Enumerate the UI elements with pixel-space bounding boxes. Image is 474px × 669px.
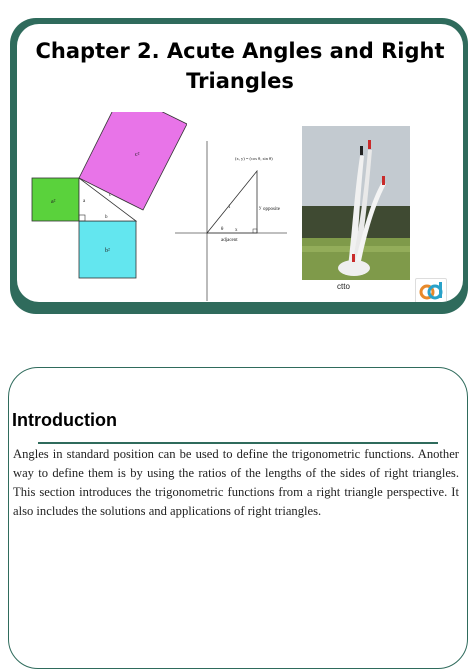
hypotenuse-label: 1 [228, 205, 231, 210]
side-a-label: a [83, 199, 86, 204]
angle-label: θ [221, 227, 224, 232]
point-label: (x, y) = (cos θ, sin θ) [235, 156, 273, 161]
heading-divider [38, 442, 438, 444]
photo-caption: ctto [337, 282, 350, 291]
opposite-label: opposite [263, 207, 280, 212]
section-body: Angles in standard position can be used to define the trigonometric functions. Another way to define them is by using the ratios of the lengths of the sides of right triangles. This section introduces the trigonometric functions from a right triangle perspective. It also includes the solutions and applications of right triangles. [13, 447, 459, 518]
y-label: y [259, 206, 262, 211]
logo-glyph [416, 279, 446, 302]
right-angle-marker [253, 229, 257, 233]
trig-triangle-figure [175, 141, 287, 301]
square-c-label: c² [135, 152, 140, 158]
side-c-label: c [109, 193, 112, 198]
x-label: x [235, 228, 238, 233]
rocket-launch-photo [302, 126, 410, 280]
slide-title: Chapter 2. Acute Angles and Right Triangles [35, 39, 445, 93]
right-triangle [207, 171, 257, 233]
pythagoras-figure [27, 112, 187, 292]
square-a-label: a² [51, 199, 56, 205]
side-b-label: b [105, 215, 108, 220]
square-b-label: b² [105, 248, 110, 254]
section-heading: Introduction [12, 410, 117, 430]
adjacent-label: adjacent [221, 238, 238, 243]
logo-icon [415, 278, 447, 302]
square-a [32, 178, 79, 221]
slide-1 [17, 24, 463, 302]
